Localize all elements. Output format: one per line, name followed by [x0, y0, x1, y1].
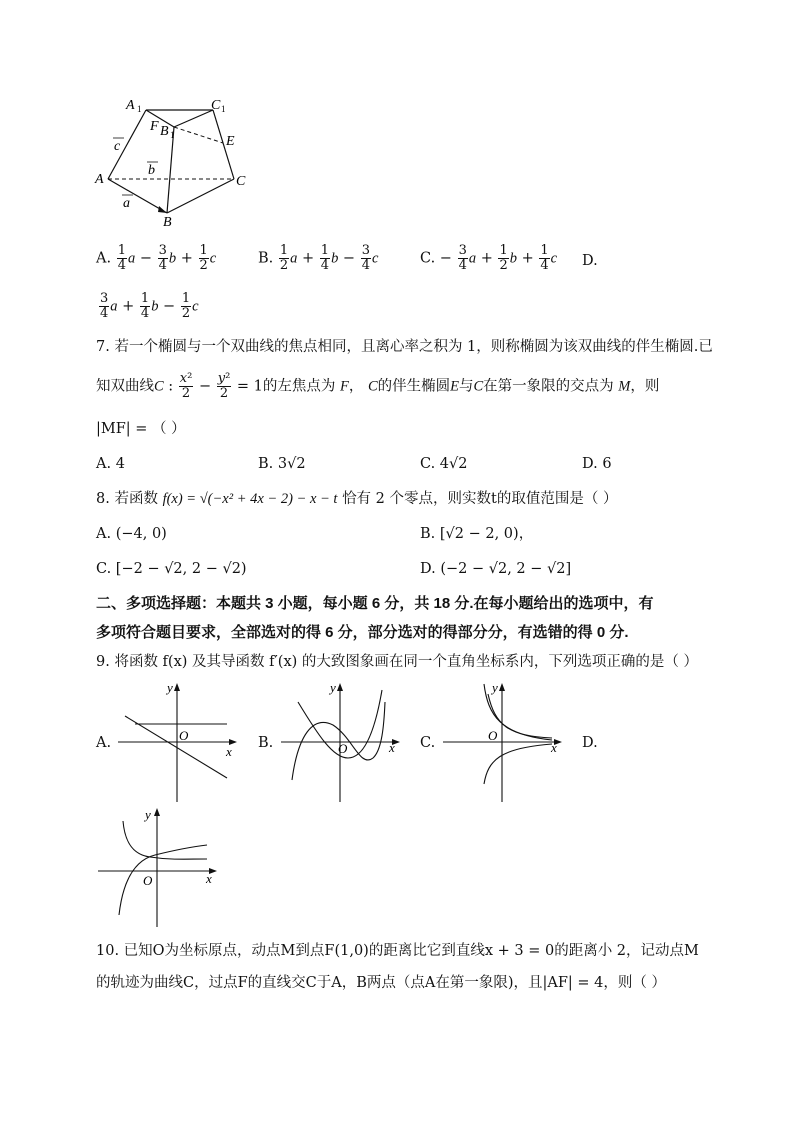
q7-option-c[interactable]: C. 4√2 — [420, 456, 468, 472]
svg-text:1: 1 — [221, 104, 226, 114]
q8-option-a[interactable]: A. (−4, 0) — [96, 526, 167, 542]
label-E: E — [226, 134, 235, 149]
q10-line1: 10. 已知O为坐标原点，动点M到点F(1,0)的距离比它到直线x + 3 = 0的距离小 2，记动点M — [96, 943, 699, 959]
q9-option-d-letter[interactable]: D. — [582, 735, 598, 751]
q6-option-b[interactable]: B. $\frac{1}{2}$ a + $\frac{1}{4}$ b − $\frac{3}{4}$ c — [258, 243, 379, 273]
q7-option-b[interactable]: B. 3√2 — [258, 456, 306, 472]
svg-text:x: x — [206, 871, 212, 886]
svg-text:1: 1 — [137, 104, 142, 114]
q7-line1: 7. 若一个椭圆与一个双曲线的焦点相同，且离心率之积为 1，则称椭圆为该双曲线的伴生椭圆.已 — [96, 339, 713, 355]
q10-line2: 的轨迹为曲线C，过点F的直线交C于A，B两点（点A在第一象限)，且|AF| = 4，则（ ） — [96, 975, 667, 991]
q9-graph-c — [440, 680, 570, 805]
label-C: C — [236, 174, 246, 189]
svg-text:y: y — [145, 807, 151, 822]
label-B: B — [163, 215, 172, 230]
prism-figure — [90, 95, 260, 230]
svg-text:x: x — [389, 740, 395, 755]
svg-text:O: O — [179, 728, 189, 743]
label-A: A — [95, 172, 104, 187]
q7-line2: 知双曲线C : $\frac{\text{x²}}{2}$ − $\frac{\text{y²}}{2}$ = 1的左焦点为 F， C的伴生椭圆E与C在第一象限的交点为 M，则 — [96, 371, 660, 401]
q6-option-c[interactable]: C. − $\frac{3}{4}$ a + $\frac{1}{2}$ b + $\frac{1}{4}$ c — [420, 243, 558, 273]
svg-text:x: x — [226, 744, 232, 759]
q9-stem: 9. 将函数 f(x) 及其导函数 f′(x) 的大致图象画在同一个直角坐标系内，下列选项正确的是（ ） — [96, 654, 698, 670]
option-letter: C. — [420, 250, 436, 267]
option-letter: A. — [96, 250, 112, 267]
q9-option-b-letter[interactable]: B. — [258, 735, 274, 751]
svg-text:1: 1 — [170, 130, 175, 140]
svg-text:y: y — [330, 680, 336, 695]
vector-c-label: c — [114, 139, 121, 154]
q7-option-d[interactable]: D. 6 — [582, 456, 612, 472]
q9-graph-a — [115, 680, 245, 805]
option-letter: B. — [258, 250, 274, 267]
label-C1: C — [211, 98, 221, 113]
svg-text:O: O — [143, 873, 153, 888]
q8-stem: 8. 若函数 f(x) = √(−x² + 4x − 2) − x − t 恰有 2 个零点，则实数t的取值范围是（ ） — [96, 491, 618, 507]
q9-graph-d — [95, 805, 225, 930]
label-A1: A — [126, 98, 135, 113]
q8-option-b[interactable]: B. [√2 − 2, 0)， — [420, 526, 534, 542]
section2-heading-line2: 多项符合题目要求，全部选对的得 6 分，部分选对的得部分分，有选错的得 0 分. — [96, 624, 629, 641]
svg-text:O: O — [338, 741, 348, 756]
svg-text:x: x — [551, 740, 557, 755]
q9-option-a-letter[interactable]: A. — [96, 735, 112, 751]
q8-option-d[interactable]: D. (−2 − √2, 2 − √2] — [420, 561, 572, 577]
q6-option-a[interactable]: A. $\frac{1}{4}$ a − $\frac{3}{4}$ b + $\frac{1}{2}$ c — [96, 243, 217, 273]
section2-heading-line1: 二、多项选择题：本题共 3 小题，每小题 6 分，共 18 分.在每小题给出的选项中，有 — [96, 595, 654, 612]
vector-b-label: b — [148, 163, 155, 178]
svg-text:y: y — [167, 680, 173, 695]
label-B1: B — [160, 124, 169, 139]
q8-option-c[interactable]: C. [−2 − √2, 2 − √2) — [96, 561, 247, 577]
q9-graph-b — [278, 680, 408, 805]
q7-option-a[interactable]: A. 4 — [96, 456, 125, 472]
svg-text:y: y — [492, 680, 498, 695]
q7-line3: |MF| = （ ） — [96, 421, 186, 437]
q6-option-d-letter[interactable]: D. — [582, 253, 598, 269]
label-F: F — [150, 119, 159, 134]
q6-option-d[interactable]: $\frac{3}{4}$ a + $\frac{1}{4}$ b − $\frac{1}{2}$ c — [100, 291, 199, 321]
svg-text:O: O — [488, 728, 498, 743]
vector-a-label: a — [123, 196, 130, 211]
q9-option-c-letter[interactable]: C. — [420, 735, 436, 751]
